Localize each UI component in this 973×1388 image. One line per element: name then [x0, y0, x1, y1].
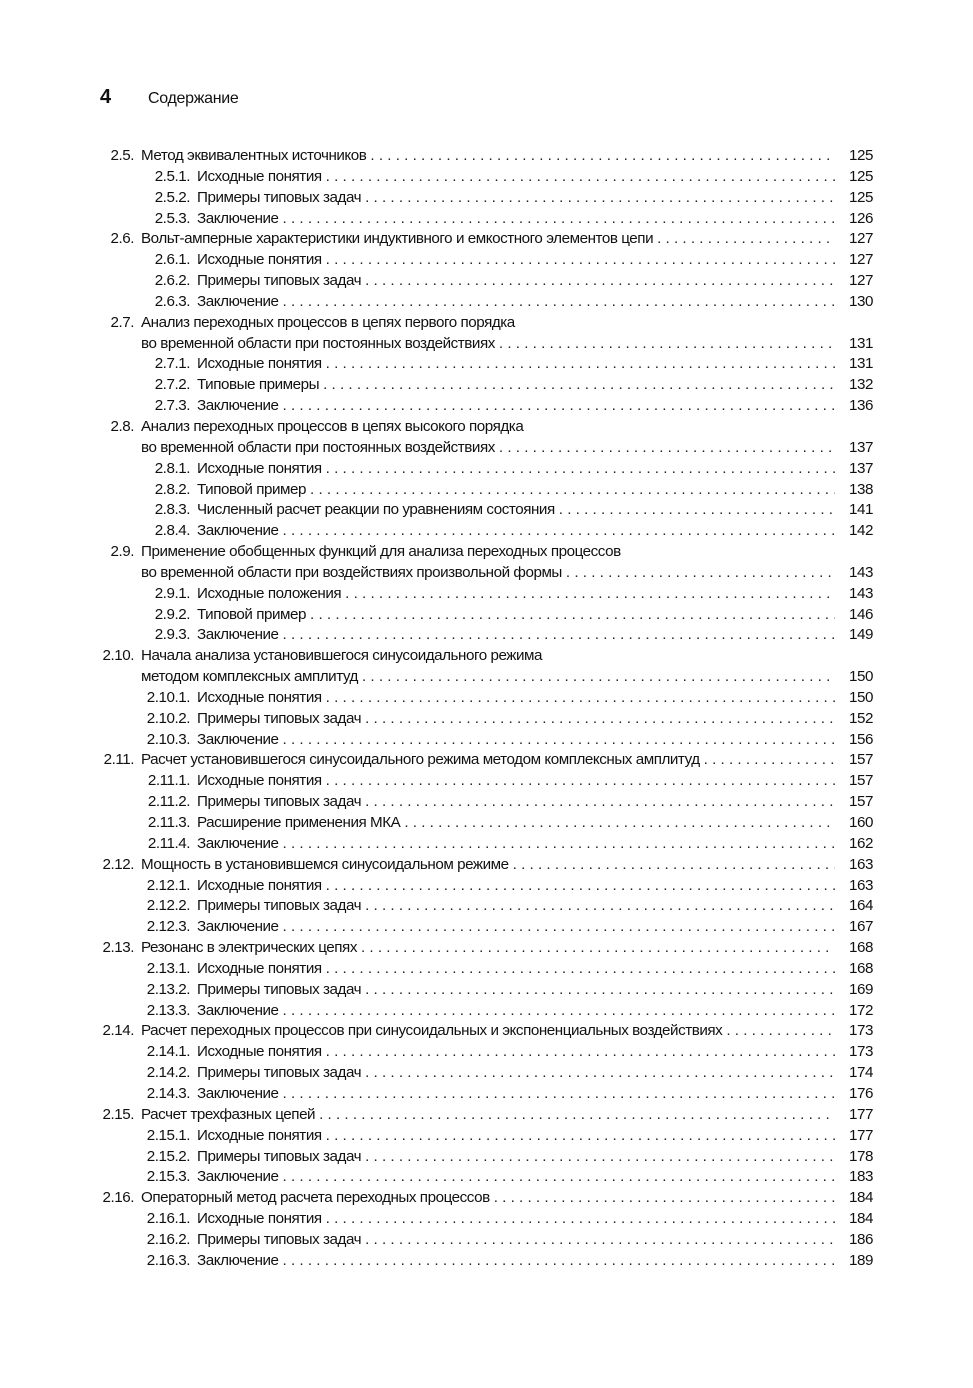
- toc-entry: [100, 167, 873, 188]
- toc-entry-page: 177: [849, 1105, 873, 1123]
- dot-leader: [365, 896, 835, 917]
- toc-entry-title: Резонанс в электрических цепях: [141, 939, 357, 957]
- toc-entry-number: 2.10.2.: [146, 709, 190, 727]
- toc-entry: [100, 896, 873, 917]
- toc-entry: [100, 1147, 873, 1168]
- toc-entry-title: Заключение: [197, 1251, 279, 1269]
- dot-leader: [283, 1001, 835, 1022]
- toc-entry-page: 172: [849, 1001, 873, 1019]
- toc-entry: [100, 563, 873, 584]
- toc-entry-title: Применение обобщенных функций для анализа переходных процессов: [141, 543, 621, 561]
- dot-leader: [365, 792, 835, 813]
- toc-entry-title: Примеры типовых задач: [197, 1230, 362, 1248]
- toc-entry-title: Расчет установившегося синусоидального режима методом комплексных амплитуд: [141, 751, 700, 769]
- toc-entry: [100, 542, 873, 563]
- toc-entry-number: 2.13.3.: [146, 1001, 190, 1019]
- toc-entry: [100, 250, 873, 271]
- toc-entry-title: Анализ переходных процессов в цепях первого порядка: [141, 313, 515, 331]
- dot-leader: [283, 625, 835, 646]
- toc-entry-number: 2.11.3.: [147, 814, 190, 831]
- toc-entry-title: Исходные понятия: [197, 355, 322, 373]
- toc-entry-title: Заключение: [197, 918, 279, 936]
- dot-leader: [283, 292, 835, 313]
- toc-entry-number: 2.12.2.: [146, 897, 190, 915]
- toc-entry-title: Примеры типовых задач: [197, 272, 362, 290]
- dot-leader: [283, 1251, 835, 1272]
- toc-entry: [100, 1209, 873, 1230]
- toc-entry-number: 2.12.3.: [146, 918, 190, 936]
- toc-entry-page: 163: [849, 876, 873, 894]
- toc-entry-number: 2.6.: [110, 230, 134, 248]
- toc-entry-title: Исходные понятия: [197, 1126, 322, 1144]
- dot-leader: [365, 1063, 835, 1084]
- dot-leader: [365, 1230, 835, 1251]
- toc-entry-title: Исходные понятия: [197, 959, 322, 977]
- toc-entry-title: Исходные понятия: [197, 688, 322, 706]
- toc-entry-number: 2.5.1.: [154, 167, 190, 185]
- toc-entry-title: Начала анализа установившегося синусоидального режима: [141, 647, 543, 665]
- toc-entry-title: Численный расчет реакции по уравнениям состояния: [197, 501, 555, 519]
- dot-leader: [657, 229, 835, 250]
- toc-entry-title: Заключение: [197, 292, 279, 310]
- dot-leader: [326, 771, 835, 792]
- dot-leader: [326, 959, 835, 980]
- toc-entry: [100, 855, 873, 876]
- toc-entry: [100, 521, 873, 542]
- toc-entry-page: 142: [849, 522, 873, 540]
- toc-entry: [100, 500, 873, 521]
- toc-entry-page: 156: [849, 730, 873, 748]
- toc-entry-number: 2.11.: [103, 751, 134, 769]
- toc-entry-number: 2.16.2.: [146, 1230, 190, 1248]
- dot-leader: [283, 1167, 835, 1188]
- toc-entry-page: 176: [849, 1084, 873, 1102]
- toc-entry-number: 2.9.3.: [154, 626, 190, 644]
- running-title: Содержание: [148, 90, 239, 107]
- toc-entry: [100, 750, 873, 771]
- page-header: [100, 86, 239, 109]
- toc-entry: [100, 1042, 873, 1063]
- toc-entry-title: Примеры типовых задач: [197, 897, 362, 915]
- toc-entry-page: 137: [849, 438, 873, 456]
- toc-entry-number: 2.5.3.: [154, 209, 190, 227]
- toc-entry: [100, 813, 873, 834]
- toc-entry-page: 173: [849, 1043, 873, 1061]
- toc-entry: [100, 584, 873, 605]
- toc-entry-title: Заключение: [197, 522, 279, 540]
- toc-entry: [100, 354, 873, 375]
- toc-entry-number: 2.8.2.: [154, 480, 190, 498]
- toc-entry-page: 160: [849, 814, 873, 831]
- toc-entry-title: во временной области при воздействиях произвольной формы: [141, 563, 562, 581]
- toc-entry: [100, 438, 873, 459]
- toc-entry-title: Примеры типовых задач: [197, 1064, 362, 1082]
- toc-entry-number: 2.9.: [110, 543, 134, 561]
- dot-leader: [365, 980, 835, 1001]
- toc-entry-number: 2.6.2.: [154, 272, 190, 290]
- toc-entry-page: 164: [849, 897, 873, 915]
- toc-entry-title: Заключение: [197, 397, 279, 415]
- toc-entry-page: 143: [849, 584, 873, 602]
- dot-leader: [345, 584, 835, 605]
- dot-leader: [326, 1042, 835, 1063]
- toc-entry: [100, 480, 873, 501]
- toc-entry: [100, 876, 873, 897]
- toc-entry-title: Анализ переходных процессов в цепях высокого порядка: [141, 417, 524, 435]
- toc-entry-page: 125: [849, 167, 873, 185]
- toc-entry-page: 125: [849, 147, 873, 164]
- dot-leader: [326, 688, 835, 709]
- toc-entry: [100, 959, 873, 980]
- toc-entry-title: Исходные положения: [197, 584, 342, 602]
- dot-leader: [283, 730, 835, 751]
- toc-entry-number: 2.7.: [110, 313, 134, 331]
- toc-entry: [100, 375, 873, 396]
- dot-leader: [494, 1188, 835, 1209]
- dot-leader: [365, 1147, 835, 1168]
- toc-entry-page: 169: [849, 980, 873, 998]
- toc-entry-page: 168: [849, 939, 873, 957]
- toc-entry-page: 150: [849, 668, 873, 686]
- toc-entry-number: 2.14.2.: [146, 1064, 190, 1082]
- toc-entry-title: Исходные понятия: [197, 1043, 322, 1061]
- toc-entry: [100, 1105, 873, 1126]
- dot-leader: [283, 396, 835, 417]
- toc-entry-number: 2.13.1.: [146, 959, 190, 977]
- toc-entry: [100, 313, 873, 334]
- toc-entry-title: Типовой пример: [197, 605, 306, 623]
- toc-entry: [100, 188, 873, 209]
- dot-leader: [283, 1084, 835, 1105]
- toc-entry-title: Заключение: [197, 1168, 279, 1186]
- toc-entry-number: 2.7.3.: [154, 397, 190, 415]
- dot-leader: [283, 521, 835, 542]
- toc-entry: [100, 605, 873, 626]
- toc-entry-number: 2.11.4.: [147, 834, 190, 852]
- toc-entry: [100, 834, 873, 855]
- toc-entry-title: Расчет переходных процессов при синусоидальных и экспоненциальных воздействиях: [141, 1022, 723, 1040]
- toc-entry-number: 2.15.2.: [146, 1147, 190, 1165]
- dot-leader: [726, 1021, 835, 1042]
- toc-entry-title: Заключение: [197, 1001, 279, 1019]
- toc-entry-page: 138: [849, 480, 873, 498]
- toc-entry: [100, 417, 873, 438]
- toc-entry-number: 2.10.: [102, 647, 134, 665]
- toc-entry: [100, 1188, 873, 1209]
- dot-leader: [704, 750, 835, 771]
- toc-entry-number: 2.6.3.: [154, 292, 190, 310]
- toc-entry-title: во временной области при постоянных воздействиях: [141, 438, 495, 456]
- toc-entry-title: Примеры типовых задач: [197, 1147, 362, 1165]
- toc-entry-title: Исходные понятия: [197, 459, 322, 477]
- toc-entry-number: 2.10.3.: [146, 730, 190, 748]
- dot-leader: [310, 605, 835, 626]
- toc-entry: [100, 625, 873, 646]
- toc-entry: [100, 1251, 873, 1272]
- toc-entry: [100, 688, 873, 709]
- toc-entry: [100, 730, 873, 751]
- dot-leader: [326, 1209, 835, 1230]
- toc-entry-page: 149: [849, 626, 873, 644]
- toc-entry-page: 173: [849, 1022, 873, 1040]
- dot-leader: [326, 876, 835, 897]
- toc-entry-title: Мощность в установившемся синусоидальном режиме: [141, 855, 509, 873]
- toc-entry: [100, 271, 873, 292]
- dot-leader: [361, 938, 835, 959]
- dot-leader: [362, 667, 835, 688]
- toc-entry-title: Расширение применения МКА: [197, 814, 401, 831]
- toc-entry: [100, 396, 873, 417]
- toc-entry-number: 2.12.1.: [146, 876, 190, 894]
- toc-entry-page: 152: [849, 709, 873, 727]
- toc-entry-page: 127: [849, 230, 873, 248]
- toc-entry: [100, 1084, 873, 1105]
- toc-entry-number: 2.15.: [102, 1105, 134, 1123]
- toc-entry: [100, 646, 873, 667]
- toc-entry: [100, 1063, 873, 1084]
- toc-entry-title: Заключение: [197, 730, 279, 748]
- toc-entry: [100, 771, 873, 792]
- toc-entry-page: 167: [849, 918, 873, 936]
- toc-entry: [100, 292, 873, 313]
- toc-entry-page: 127: [849, 272, 873, 290]
- toc-entry-number: 2.13.2.: [146, 980, 190, 998]
- toc-entry-page: 178: [849, 1147, 873, 1165]
- toc-entry-title: Заключение: [197, 834, 279, 852]
- toc-entry: [100, 792, 873, 813]
- toc-entry-page: 130: [849, 292, 873, 310]
- toc-entry-number: 2.7.1.: [154, 355, 190, 373]
- toc-entry-page: 150: [849, 688, 873, 706]
- toc-entry-page: 184: [849, 1189, 873, 1207]
- toc-entry-page: 131: [849, 355, 873, 373]
- toc-entry: [100, 209, 873, 230]
- toc-entry: [100, 1230, 873, 1251]
- toc-entry-number: 2.14.: [102, 1022, 134, 1040]
- dot-leader: [323, 375, 835, 396]
- toc-entry: [100, 709, 873, 730]
- toc-entry-number: 2.9.1.: [154, 584, 190, 602]
- toc-entry-number: 2.11.2.: [147, 793, 190, 811]
- toc-entry-page: 143: [849, 563, 873, 581]
- toc-entry-page: 137: [849, 459, 873, 477]
- dot-leader: [326, 250, 835, 271]
- table-of-contents: [100, 146, 873, 1272]
- toc-entry-page: 177: [849, 1126, 873, 1144]
- toc-entry-number: 2.8.: [110, 417, 134, 435]
- toc-entry-title: Заключение: [197, 209, 279, 227]
- toc-entry-number: 2.11.1.: [147, 772, 190, 790]
- toc-entry-page: 168: [849, 959, 873, 977]
- dot-leader: [365, 709, 835, 730]
- dot-leader: [566, 563, 835, 584]
- toc-entry-page: 132: [849, 376, 873, 394]
- dot-leader: [559, 500, 835, 521]
- toc-entry: [100, 917, 873, 938]
- toc-entry-title: Примеры типовых задач: [197, 188, 362, 206]
- toc-entry-title: Типовой пример: [197, 480, 306, 498]
- dot-leader: [319, 1105, 835, 1126]
- toc-entry-page: 157: [849, 793, 873, 811]
- dot-leader: [370, 146, 835, 167]
- toc-entry-title: Примеры типовых задач: [197, 980, 362, 998]
- toc-entry-title: Операторный метод расчета переходных процессов: [141, 1189, 490, 1207]
- toc-entry-number: 2.10.1.: [146, 688, 190, 706]
- toc-entry-page: 136: [849, 397, 873, 415]
- toc-entry-title: Примеры типовых задач: [197, 793, 362, 811]
- toc-entry-number: 2.14.3.: [146, 1084, 190, 1102]
- toc-entry: [100, 1126, 873, 1147]
- toc-entry-title: Заключение: [197, 1084, 279, 1102]
- toc-entry-title: Исходные понятия: [197, 167, 322, 185]
- toc-entry-page: 157: [849, 772, 873, 790]
- dot-leader: [513, 855, 835, 876]
- toc-entry-title: Исходные понятия: [197, 772, 322, 790]
- toc-entry-title: Исходные понятия: [197, 251, 322, 269]
- toc-entry: [100, 980, 873, 1001]
- dot-leader: [283, 209, 835, 230]
- dot-leader: [326, 1126, 835, 1147]
- toc-entry-page: 125: [849, 188, 873, 206]
- toc-entry-page: 131: [849, 334, 873, 352]
- toc-entry: [100, 334, 873, 355]
- toc-entry-page: 183: [849, 1168, 873, 1186]
- dot-leader: [283, 834, 835, 855]
- toc-entry-page: 127: [849, 251, 873, 269]
- dot-leader: [365, 271, 835, 292]
- toc-entry-page: 162: [849, 834, 873, 852]
- toc-entry-number: 2.8.3.: [154, 501, 190, 519]
- toc-entry-title: Исходные понятия: [197, 1210, 322, 1228]
- toc-entry-number: 2.8.4.: [154, 522, 190, 540]
- dot-leader: [326, 167, 835, 188]
- toc-entry-number: 2.15.1.: [146, 1126, 190, 1144]
- toc-entry-title: методом комплексных амплитуд: [141, 668, 358, 686]
- toc-entry-number: 2.7.2.: [154, 376, 190, 394]
- toc-entry-number: 2.16.3.: [146, 1251, 190, 1269]
- toc-entry-page: 141: [849, 501, 873, 519]
- toc-entry: [100, 459, 873, 480]
- dot-leader: [499, 334, 835, 355]
- toc-entry-page: 174: [849, 1064, 873, 1082]
- toc-entry-page: 189: [849, 1251, 873, 1269]
- toc-entry-number: 2.14.1.: [146, 1043, 190, 1061]
- toc-entry-title: Метод эквивалентных источников: [141, 147, 367, 164]
- dot-leader: [310, 480, 835, 501]
- toc-entry-number: 2.6.1.: [154, 251, 190, 269]
- toc-entry-title: Исходные понятия: [197, 876, 322, 894]
- dot-leader: [326, 459, 835, 480]
- toc-entry-page: 126: [849, 209, 873, 227]
- toc-entry-page: 184: [849, 1210, 873, 1228]
- toc-entry-title: Типовые примеры: [197, 376, 320, 394]
- dot-leader: [326, 354, 835, 375]
- toc-entry-page: 157: [849, 751, 873, 769]
- toc-entry-number: 2.8.1.: [154, 459, 190, 477]
- toc-entry-number: 2.15.3.: [146, 1168, 190, 1186]
- toc-entry: [100, 938, 873, 959]
- toc-entry: [100, 1001, 873, 1022]
- toc-entry-page: 163: [849, 855, 873, 873]
- toc-entry-title: Расчет трехфазных цепей: [141, 1105, 316, 1123]
- page-number: 4: [100, 86, 112, 108]
- dot-leader: [404, 813, 835, 834]
- toc-entry: [100, 146, 873, 167]
- toc-entry: [100, 667, 873, 688]
- toc-entry-number: 2.9.2.: [154, 605, 190, 623]
- dot-leader: [365, 188, 835, 209]
- toc-entry-title: Заключение: [197, 626, 279, 644]
- dot-leader: [283, 917, 835, 938]
- toc-entry: [100, 1021, 873, 1042]
- toc-entry-title: Примеры типовых задач: [197, 709, 362, 727]
- toc-entry: [100, 1167, 873, 1188]
- toc-entry-page: 146: [849, 605, 873, 623]
- toc-entry-number: 2.12.: [102, 855, 134, 873]
- dot-leader: [499, 438, 835, 459]
- toc-entry-number: 2.5.: [110, 147, 134, 164]
- toc-entry-page: 186: [849, 1230, 873, 1248]
- toc-entry-number: 2.5.2.: [154, 188, 190, 206]
- toc-entry: [100, 229, 873, 250]
- toc-entry-title: во временной области при постоянных воздействиях: [141, 334, 495, 352]
- toc-entry-number: 2.16.: [102, 1189, 134, 1207]
- toc-entry-number: 2.13.: [102, 939, 134, 957]
- toc-entry-title: Вольт-амперные характеристики индуктивного и емкостного элементов цепи: [141, 230, 654, 248]
- toc-entry-number: 2.16.1.: [146, 1210, 190, 1228]
